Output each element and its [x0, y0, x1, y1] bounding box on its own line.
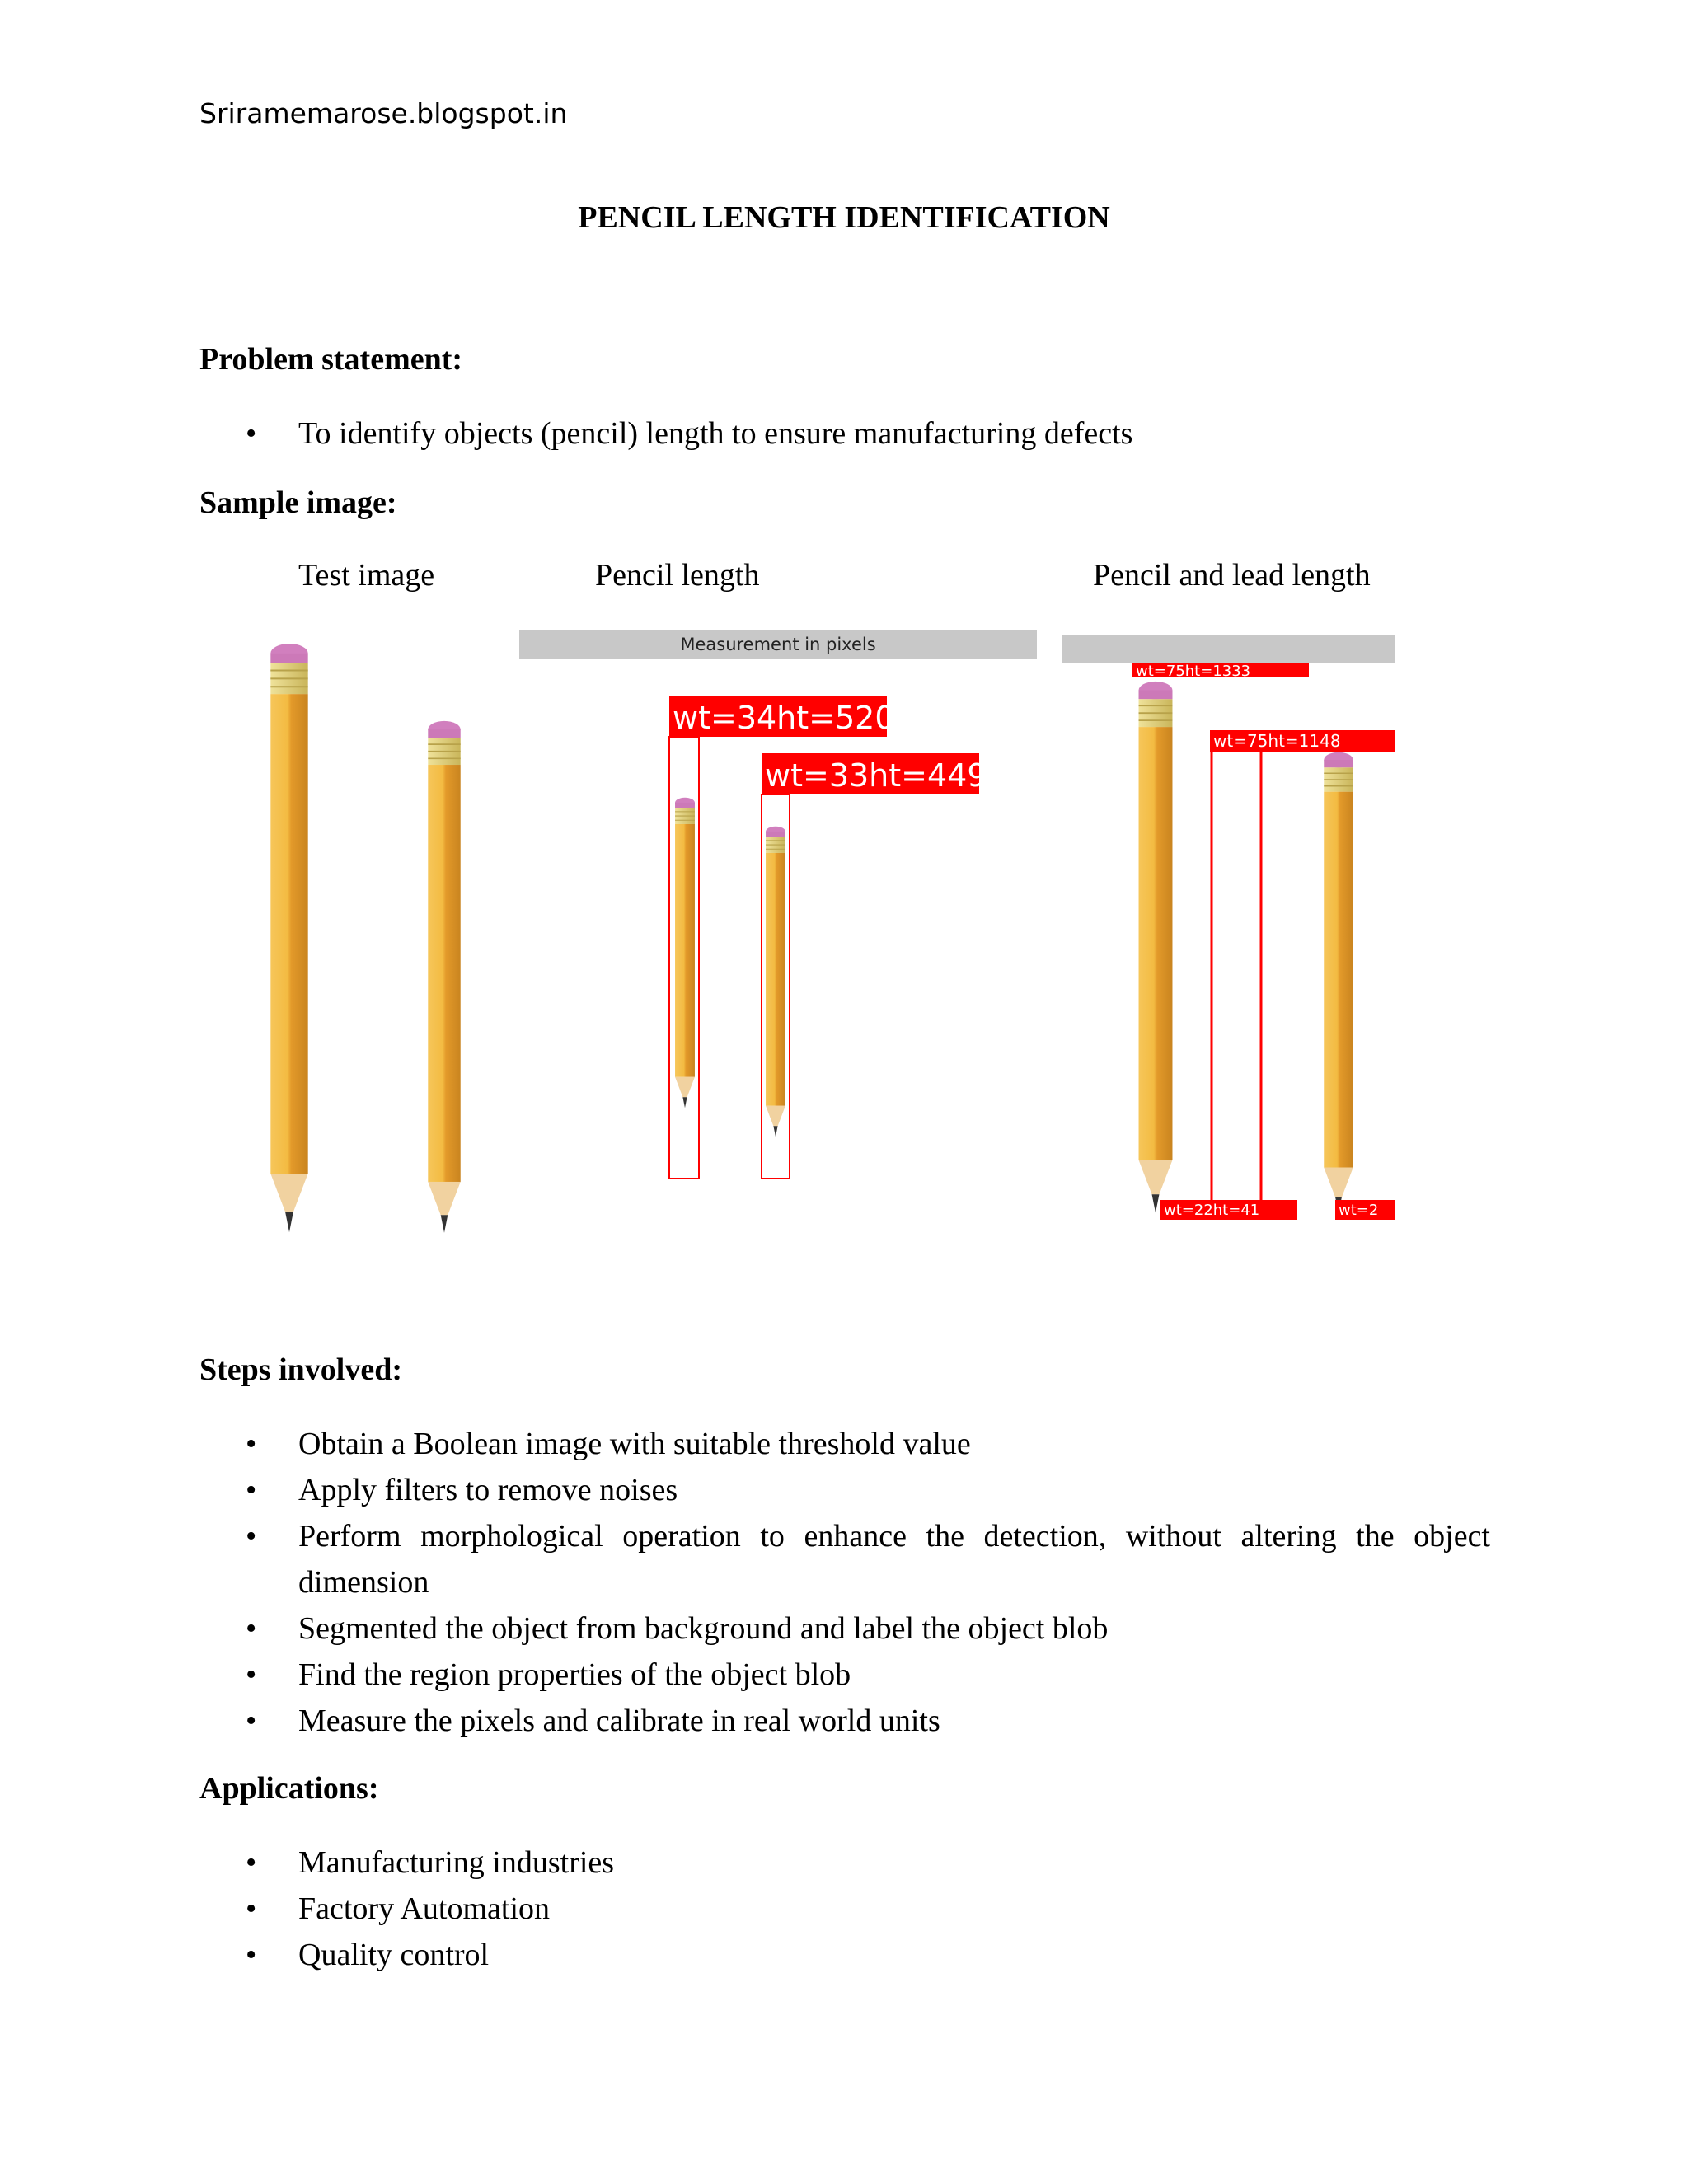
test-image	[256, 635, 503, 1244]
applications-heading: Applications:	[199, 1771, 379, 1806]
label-text: wt=75ht=1148	[1213, 731, 1341, 751]
measurement-bar	[1062, 635, 1395, 663]
problem-list	[199, 410, 1490, 457]
list-item: • Measure the pixels and calibrate in real world units	[199, 1698, 1490, 1744]
sample-heading: Sample image:	[199, 485, 397, 520]
measurement-bar-text: Measurement in pixels	[680, 635, 876, 654]
pencil-graphic	[766, 827, 785, 1137]
site-url: Sriramemarose.blogspot.in	[199, 97, 568, 129]
pencil-graphic	[428, 721, 460, 1233]
label-text: wt=33ht=449	[765, 757, 987, 794]
label-text: wt=22ht=41	[1164, 1202, 1260, 1219]
label-text: wt=75ht=1333	[1136, 663, 1251, 680]
list-item: • To identify objects (pencil) length to ensure manufacturing defects	[199, 410, 1490, 457]
list-item: • Obtain a Boolean image with suitable threshold value	[199, 1421, 1490, 1467]
list-item: • Segmented the object from background and label the object blob	[199, 1605, 1490, 1652]
problem-heading: Problem statement:	[199, 342, 463, 377]
pencil-graphic	[270, 644, 307, 1232]
pencil-length-image	[518, 626, 1039, 1203]
list-item: • Factory Automation	[199, 1886, 1490, 1932]
steps-list	[199, 1421, 1490, 1744]
list-item: • Quality control	[199, 1932, 1490, 1978]
pencil-graphic	[1324, 752, 1353, 1213]
pencil-graphic	[675, 798, 695, 1108]
steps-heading: Steps involved:	[199, 1352, 402, 1387]
caption-pencil-length: Pencil length	[595, 558, 760, 593]
page-title: PENCIL LENGTH IDENTIFICATION	[578, 200, 1110, 235]
applications-list	[199, 1840, 1490, 1978]
pencil-lead-length-image	[1060, 631, 1398, 1241]
list-item: • Apply filters to remove noises	[199, 1467, 1490, 1513]
caption-pencil-lead-length: Pencil and lead length	[1093, 558, 1371, 593]
label-text: wt=2	[1339, 1202, 1379, 1219]
label-text: wt=34ht=520	[673, 700, 895, 736]
list-item: • Perform morphological operation to enhance the detection, without altering the object dimension	[199, 1513, 1490, 1605]
list-item: • Find the region properties of the object blob	[199, 1652, 1490, 1698]
pencil-graphic	[1139, 682, 1173, 1213]
caption-test-image: Test image	[298, 558, 435, 593]
list-item: • Manufacturing industries	[199, 1840, 1490, 1886]
